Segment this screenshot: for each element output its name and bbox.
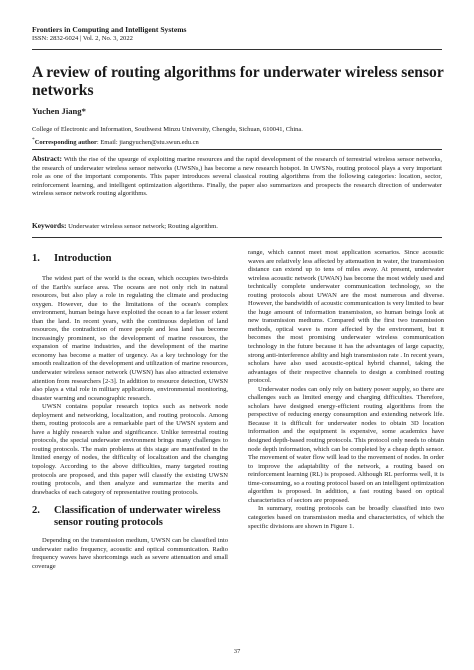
corresponding-email: : Email: jiangyuchen@stu.swun.edu.cn	[96, 139, 199, 147]
keywords	[32, 222, 442, 232]
section-1-paragraph-1: The widest part of the world is the ocean, which occupies two-thirds of the Earth's surface area. The oceans are not only rich in natural resources, but also play a role in regulating the climate and producing oxygen. However, due to the limitations of the ocean's complex environment, human beings have exploited the ocean to a far lesser extent than the land. In recent years, with the continuous depletion of land resources, the contradiction of more people and less land has become increasingly prominent, so the development of marine resources, the expansion of marine industries, and the development of the marine economy has become a matter of urgency. As a key technology for the smooth realization of the development and utilization of marine resources, underwater wireless sensor network (UWSN) has also attracted extensive attention from researchers [2-3]. In addition to resource detection, UWSN also plays a vital role in military applications, environmental monitoring, disaster warning and oceanographic research.	[32, 275, 228, 402]
left-column	[32, 248, 228, 571]
journal-issn: ISSN: 2832-6024 | Vol. 2, No. 3, 2022	[32, 35, 133, 42]
header-divider	[32, 49, 442, 50]
section-1-heading	[32, 253, 228, 265]
right-column	[248, 249, 444, 531]
section-2-heading	[32, 505, 228, 529]
author-name: Yuchen Jiang*	[32, 106, 86, 116]
section-1-title: Introduction	[54, 253, 112, 264]
right-paragraph-1: range, which cannot meet most application scenarios. Since acoustic waves are relatively less affected by attenuation in water, the transmission distance can extend up to tens of miles away. At present, underwater wireless acoustic network (UWAN) has become the most widely used and technically complete underwater communication technology, so the routing protocols about UWAN are the most numerous and diverse. However, the bandwidth of acoustic communication is very limited to bear the huge amount of information transmission, so human beings look at new transmission mediums. Compared with the first two transmission methods, optical wave is more affected by the environment, but it becomes the most promising underwater wireless communication technology in the future because it has the advantages of large capacity, strong anti-interference ability and high transmission rate . In recent years, scholars have also used acoustic-optical hybrid channel, taking the advantages of their respective channels to design a combined routing protocol.	[248, 249, 444, 385]
abstract-top-divider	[32, 149, 442, 150]
corresponding-mark: *	[32, 137, 35, 143]
keywords-bottom-divider	[32, 237, 442, 238]
section-1-number: 1.	[32, 253, 40, 264]
abstract-label: Abstract:	[32, 154, 62, 163]
abstract-text: With the rise of the upsurge of exploiting marine resources and the rapid development of the research of terrestrial wireless sensor networks, the research of underwater wireless sensor networks (UWSNs,) has become a new research hotspot. In UWSNs, routing protocol plays a very important role as one of the important components. This paper introduces several classical routing algorithms from the following categories: location, sector, reinforcement learning, and intelligent optimization algorithms. Finally, the paper also summarizes and prospects the research direction of underwater wireless sensor network routing algorithms.	[32, 156, 442, 198]
abstract	[32, 155, 442, 199]
keywords-text: Underwater wireless sensor network; Routing algorithm.	[66, 223, 218, 230]
author-affiliation: College of Electronic and Information, Southwest Minzu University, Chengdu, Sichuan, 610041, China.	[32, 126, 303, 133]
section-2-title: Classification of underwater wireless sensor routing protocols	[54, 505, 221, 529]
paper-title: A review of routing algorithms for underwater wireless sensor networks	[32, 64, 444, 99]
corresponding-label: Corresponding author	[34, 139, 97, 147]
journal-name: Frontiers in Computing and Intelligent Systems	[32, 25, 187, 34]
page-number: 37	[233, 648, 241, 655]
right-paragraph-3: In summary, routing protocols can be broadly classified into two categories based on transmission media and characteristics, of which the specific divisions are shown in Figure 1.	[248, 505, 444, 530]
section-1-paragraph-2: UWSN contains popular research topics such as network node deployment and networking, localization, and routing protocols. Among them, routing protocols are a remarkable part of the UWSN system and have a highly research value and significance. Unlike terrestrial routing protocols, the special underwater environment brings many challenges to routing protocols. The main problems at this stage are manifested in the limited energy of nodes, the difficulty of localization and the changing topology. According to the above difficulties, many targeted routing protocols are proposed, and this paper will classify the existing UWSN routing protocols, and then analyze and summarize the merits and drawbacks of each category of representative routing protocols.	[32, 403, 228, 496]
section-2-paragraph-1: Depending on the transmission medium, UWSN can be classified into underwater radio frequency, acoustic and optical communication. Radio frequency waves have shortcomings such as severe attenuation and small coverage	[32, 537, 228, 570]
section-2-number: 2.	[32, 505, 40, 517]
corresponding-author	[32, 136, 199, 147]
right-paragraph-2: Underwater nodes can only rely on battery power supply, so there are challenges such as limited energy and charging difficulties. Therefore, scholars have designed energy-efficient routing algorithms from the perspective of reducing energy consumption and extending network life. Because it is difficult for underwater nodes to obtain 3D location information and the equipment is expensive, some academics have designed depth-based routing protocols. This protocol only needs to obtain node depth information, which can be completed by a cheap depth sensor. The movement of water flow will lead to the movement of nodes. In order to improve the adaptability of the network, a routing based on reinforcement learning (RL) is proposed. Although RL performs well, it is time-consuming, so a routing protocol based on an intelligent optimization algorithm is proposed. In addition, a fast routing based on optical characteristics of sectors are proposed.	[248, 385, 444, 504]
keywords-label: Keywords:	[32, 221, 67, 230]
